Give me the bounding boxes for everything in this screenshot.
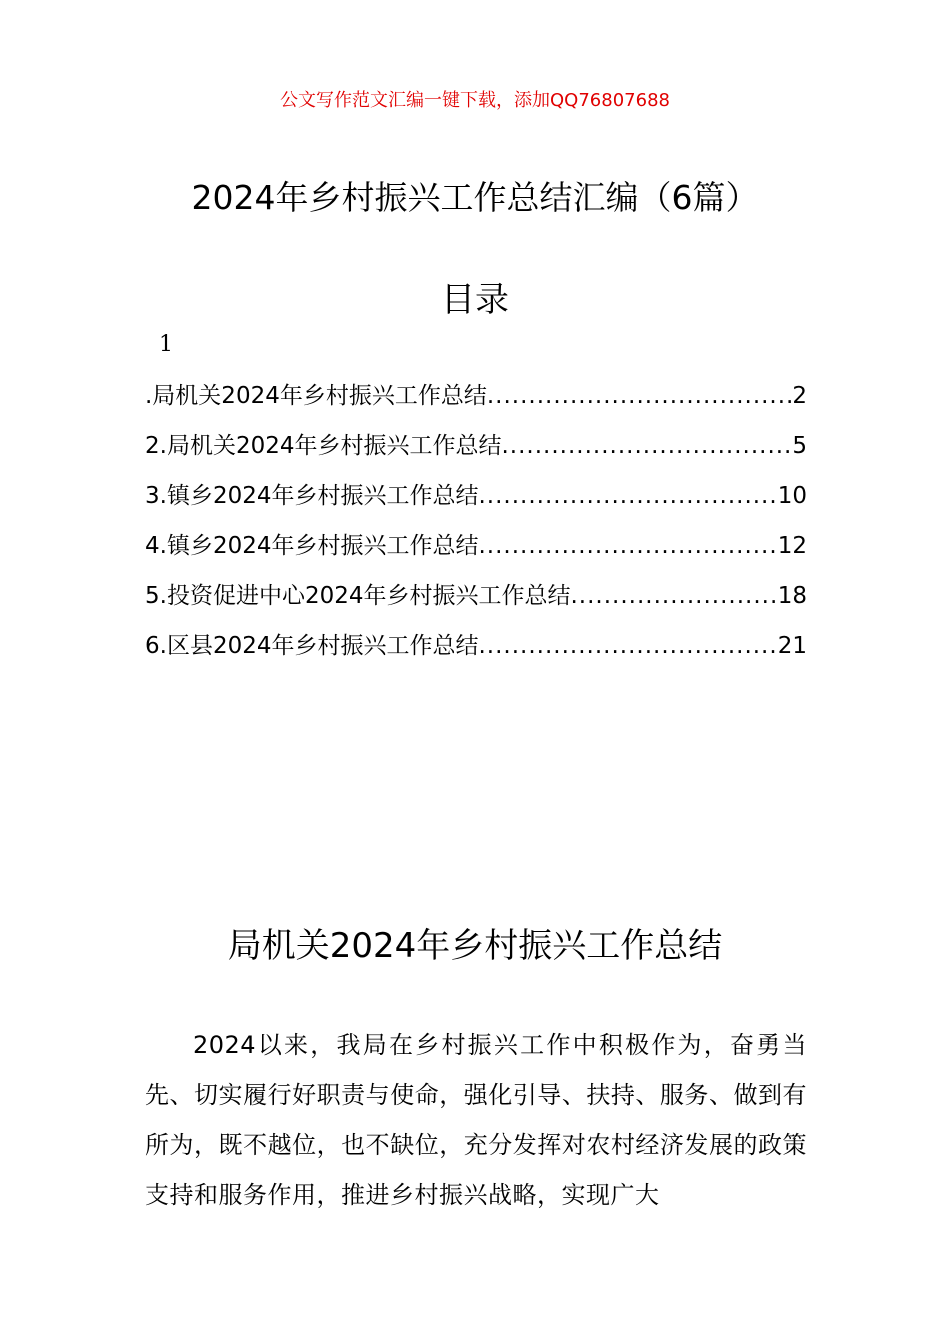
- toc-dot-leader: [501, 426, 792, 466]
- toc-entry-page: 2: [792, 383, 807, 409]
- toc-entry-3[interactable]: [145, 476, 807, 526]
- toc-entry-5[interactable]: [145, 576, 807, 626]
- download-promo-note: 公文写作范文汇编一键下载，添加QQ76807688: [280, 90, 670, 111]
- toc-dot-leader: [487, 376, 793, 416]
- toc-dot-leader: [478, 526, 777, 566]
- toc-entry-1[interactable]: [145, 376, 807, 426]
- toc-heading: 目录: [441, 280, 509, 320]
- toc-entry-6[interactable]: [145, 626, 807, 676]
- toc-entry-4[interactable]: [145, 526, 807, 576]
- toc-entry-label: 3.镇乡2024年乡村振兴工作总结: [145, 483, 479, 509]
- toc-entry-label: .局机关2024年乡村振兴工作总结: [145, 383, 487, 409]
- toc-entry-label: 5.投资促进中心2024年乡村振兴工作总结: [145, 583, 571, 609]
- toc-entry-label: 4.镇乡2024年乡村振兴工作总结: [145, 533, 479, 559]
- toc-entry-2[interactable]: [145, 426, 807, 476]
- toc-entry-label: 6.区县2024年乡村振兴工作总结: [145, 633, 479, 659]
- toc-dot-leader: [570, 576, 777, 616]
- toc-entry-page: 12: [777, 533, 807, 559]
- toc-entry-page: 21: [777, 633, 807, 659]
- toc-entry-page: 5: [792, 433, 807, 459]
- section-paragraph: 2024以来，我局在乡村振兴工作中积极作为，奋勇当先、切实履行好职责与使命，强化引导、扶持、服务、做到有所为，既不越位，也不缺位，充分发挥对农村经济发展的政策支持和服务作用，推进乡村振兴战略，实现广大: [145, 1031, 807, 1209]
- toc-dot-leader: [478, 476, 777, 516]
- document-title: 2024年乡村振兴工作总结汇编（6篇）: [191, 178, 759, 217]
- toc-dot-leader: [478, 626, 777, 666]
- toc-entry-label: 2.局机关2024年乡村振兴工作总结: [145, 433, 502, 459]
- section-title: 局机关2024年乡村振兴工作总结: [227, 926, 723, 966]
- toc-entry-page: 18: [777, 583, 807, 609]
- table-of-contents: [145, 376, 807, 676]
- toc-entry-page: 10: [777, 483, 807, 509]
- toc-stray-number: 1: [159, 332, 173, 357]
